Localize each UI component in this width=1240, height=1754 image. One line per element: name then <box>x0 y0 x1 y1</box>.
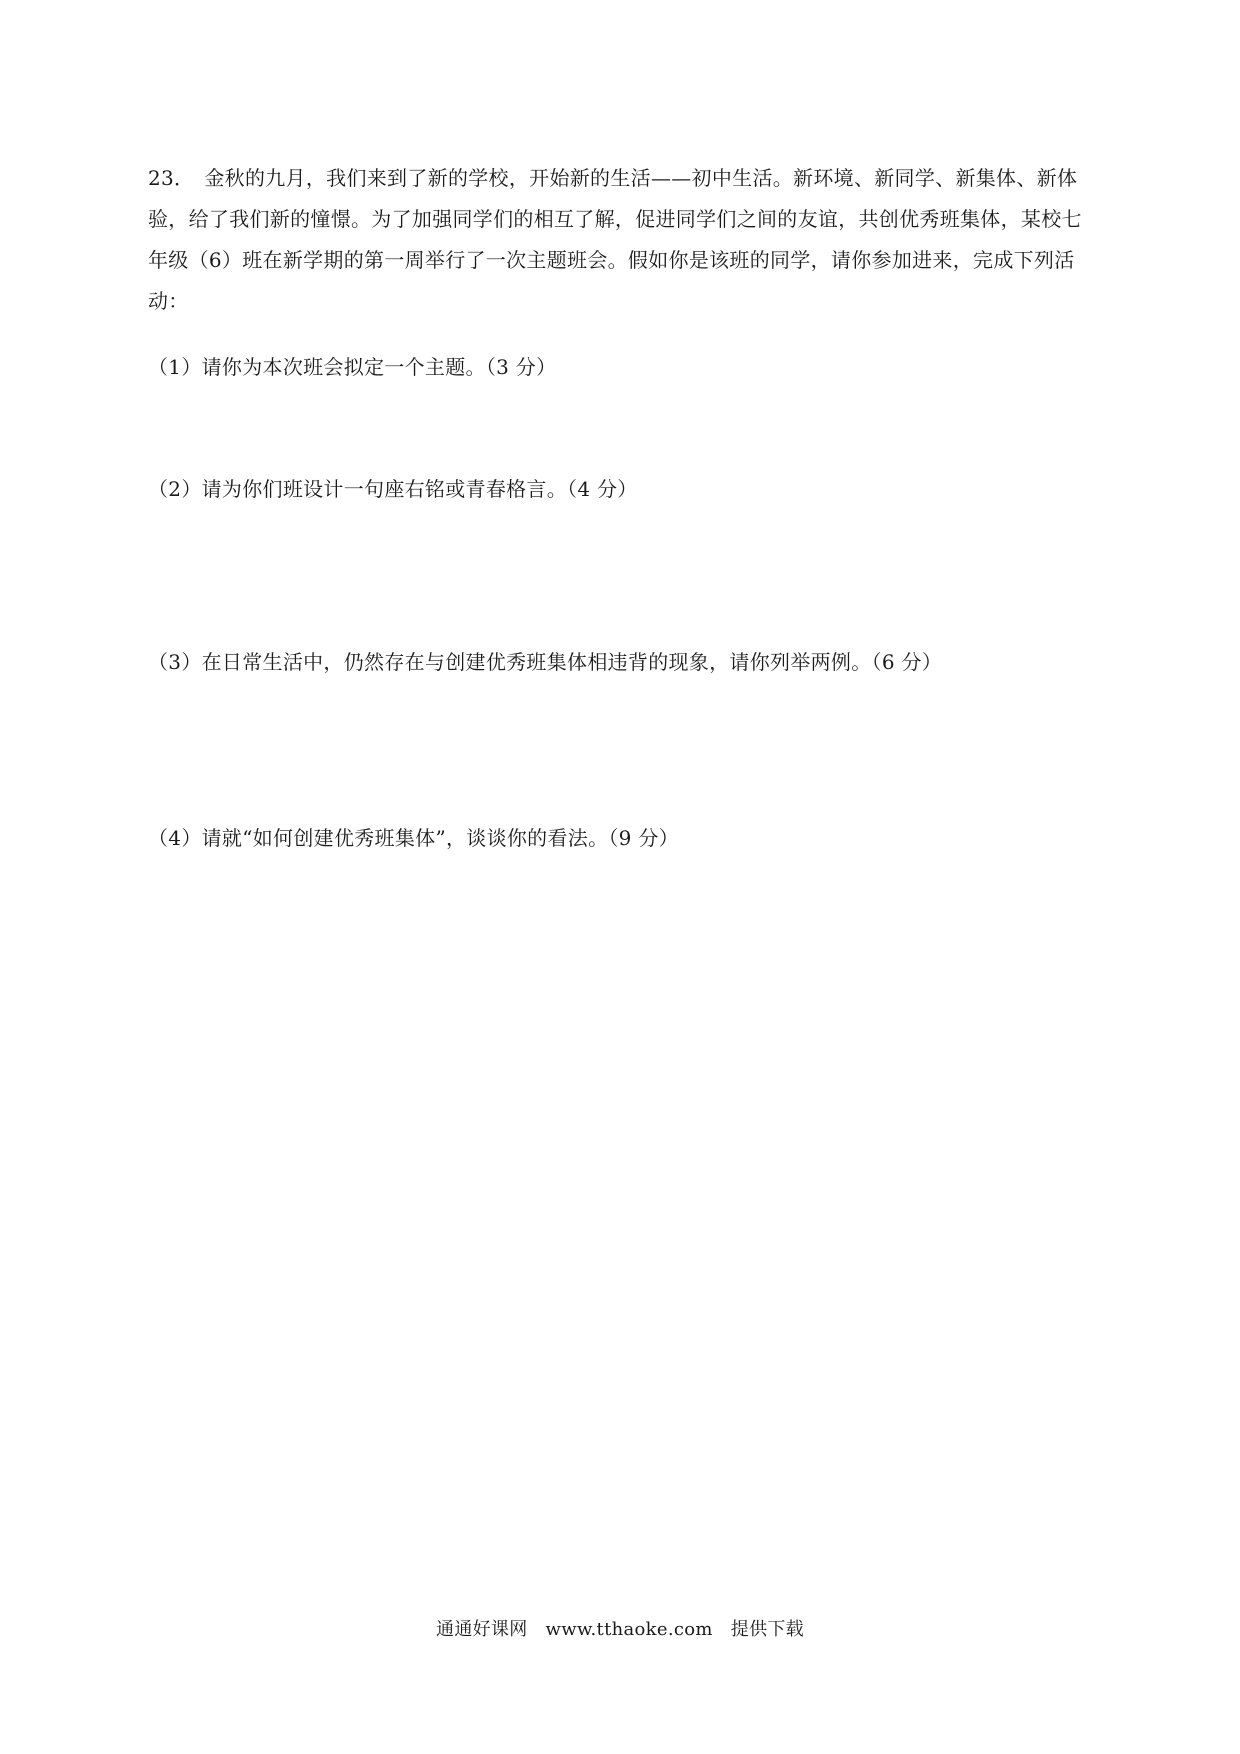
footer-url: www.tthaoke.com <box>545 1619 713 1640</box>
footer-site-name: 通通好课网 <box>436 1619 528 1640</box>
page-footer <box>0 1617 1240 1643</box>
sub-question-2: （2）请为你们班设计一句座右铭或青春格言。（4 分） <box>148 477 638 501</box>
question-intro <box>148 158 1098 322</box>
question-number: 23． <box>148 166 195 190</box>
question-intro-text: 金秋的九月，我们来到了新的学校，开始新的生活——初中生活。新环境、新同学、新集体、新体验，给了我们新的憧憬。为了加强同学们的相互了解，促进同学们之间的友谊，共创优秀班集体，某校七年级（6）班在新学期的第一周举行了一次主题班会。假如你是该班的同学，请你参加进来，完成下列活动： <box>148 166 1082 313</box>
sub-question-4: （4）请就“如何创建优秀班集体”，谈谈你的看法。（9 分） <box>148 826 679 850</box>
sub-question-3: （3）在日常生活中，仍然存在与创建优秀班集体相违背的现象，请你列举两例。（6 分） <box>148 650 943 674</box>
footer-suffix: 提供下载 <box>730 1619 804 1640</box>
sub-question-1: （1）请你为本次班会拟定一个主题。（3 分） <box>148 355 557 379</box>
